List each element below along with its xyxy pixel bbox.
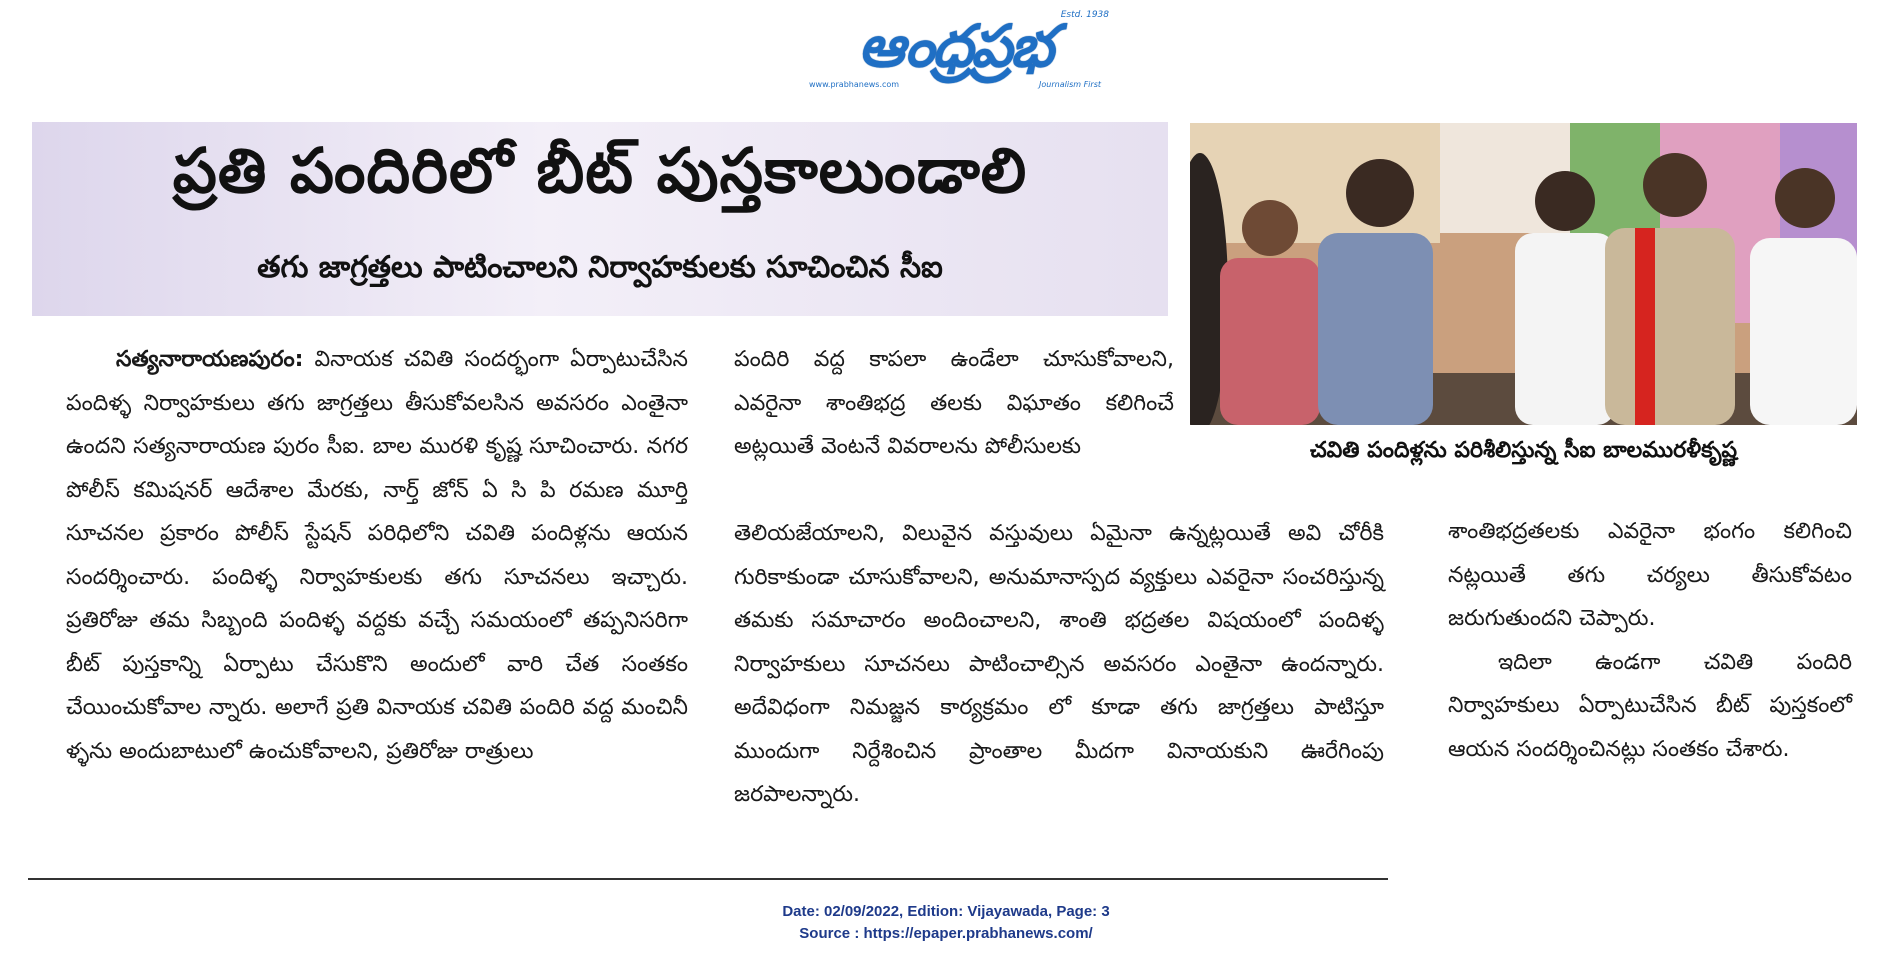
footer-source: Source : https://epaper.prabhanews.com/ <box>799 925 1093 942</box>
column-2b-text: తెలియజేయాలని, విలువైన వస్తువులు ఏమైనా ఉన్నట్లయితే అవి చోరీకి గురికాకుండా చూసుకోవాలని, అనుమానాస్పద వ్యక్తులు ఎవరైనా సంచరిస్తున్న తమకు సమాచారం అందించాలని, శాంతి భద్రతల విషయంలో పందిళ్ళ నిర్వాహకులు సూచనలు పాటించాల్సిన అవసరం ఎంతైనా ఉందన్నారు. అదేవిధంగా నిమజ్జన కార్యక్రమం లో కూడా తగు జాగ్రత్తలు పాటిస్తూ ముందుగా నిర్దేశించిన ప్రాంతాల మీదగా వినాయకుని ఊరేగింపు జరపాలన్నారు. <box>734 521 1384 807</box>
masthead-url: www.prabhanews.com <box>809 80 900 89</box>
article-photo <box>1190 123 1857 425</box>
article-column-1 <box>66 338 688 773</box>
bottom-divider <box>28 878 1388 880</box>
article-headline: ప్రతి పందిరిలో బీట్ పుస్తకాలుండాలి <box>172 134 1028 207</box>
article-subheadline: తగు జాగ్రత్తలు పాటించాలని నిర్వాహకులకు సూచించిన సీఐ <box>257 250 943 285</box>
article-column-3 <box>1448 510 1852 771</box>
logo-wordmark: ఆంధ్రప్రభ <box>858 12 1052 80</box>
masthead-estd: Estd. 1938 <box>1060 10 1109 20</box>
column-3-paragraph-1: శాంతిభద్రతలకు ఎవరైనా భంగం కలిగించి నట్లయితే తగు చర్యలు తీసుకోవటం జరుగుతుందని చెప్పారు. <box>1448 519 1852 631</box>
article-dateline: సత్యనారాయణపురం: <box>116 347 304 372</box>
headline-banner <box>32 122 1168 316</box>
masthead-logo <box>795 10 1125 92</box>
column-2-text: పందిరి వద్ద కాపలా ఉండేలా చూసుకోవాలని, ఎవరైనా శాంతిభద్ర తలకు విఘాతం కలిగించే అట్లయితే వెంటనే వివరాలను పోలీసులకు <box>734 347 1174 459</box>
article-column-2-bottom <box>734 512 1384 817</box>
footer-date-edition: Date: 02/09/2022, Edition: Vijayawada, Page: 3 <box>782 903 1110 920</box>
article-column-2-top <box>734 338 1174 469</box>
masthead-tagline: Journalism First <box>1039 80 1101 89</box>
photo-caption: చవితి పందిళ్లను పరిశీలిస్తున్న సీఐ బాలమురళీకృష్ణ <box>1309 438 1738 463</box>
photo-illustration <box>1190 123 1857 425</box>
column-1-text: వినాయక చవితి సందర్భంగా ఏర్పాటుచేసిన పందిళ్ళ నిర్వాహకులు తగు జాగ్రత్తలు తీసుకోవలసిన అవసరం ఎంతైనా ఉందని సత్యనారాయణ పురం సీఐ. బాల మురళి కృష్ణ సూచించారు. నగర పోలీస్ కమిషనర్ ఆదేశాల మేరకు, నార్త్ జోన్ ఏ సి పి రమణ మూర్తి సూచనల ప్రకారం పోలీస్ స్టేషన్ పరిధిలోని చవితి పందిళ్లను ఆయన సందర్శించారు. పందిళ్ళ నిర్వాహకులకు తగు సూచనలు ఇచ్చారు. ప్రతిరోజు తమ సిబ్బంది పందిళ్ళ వద్దకు వచ్చే సమయంలో తప్పనిసరిగా బీట్ పుస్తకాన్ని ఏర్పాటు చేసుకొని అందులో వారి చేత సంతకం చేయించుకోవాల న్నారు. అలాగే ప్రతి వినాయక చవితి పందిరి వద్ద మంచినీ ళ్ళను అందుబాటులో ఉంచుకోవాలని, ప్రతిరోజు రాత్రులు <box>66 347 688 764</box>
column-3-paragraph-2: ఇదిలా ఉండగా చవితి పందిరి నిర్వాహకులు ఏర్పాటుచేసిన బీట్ పుస్తకంలో ఆయన సందర్శించినట్లు సంతకం చేశారు. <box>1448 649 1852 762</box>
